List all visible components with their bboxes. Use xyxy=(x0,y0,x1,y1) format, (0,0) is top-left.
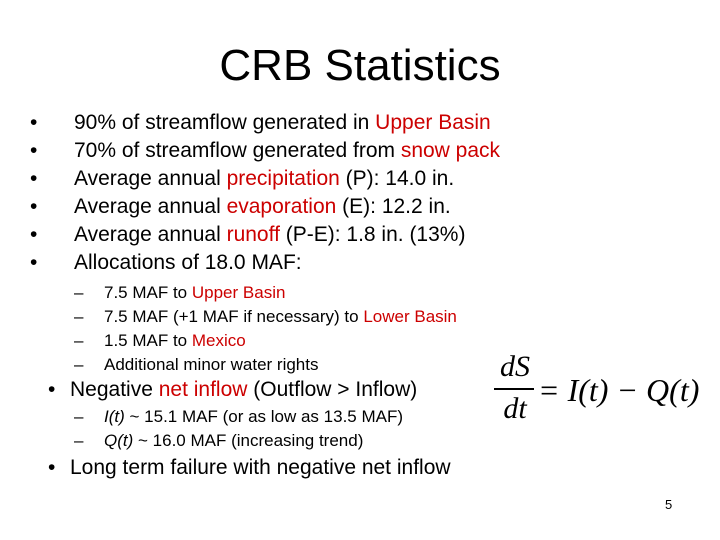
bullet-dot: • xyxy=(30,251,38,274)
bullet-text-highlight: precipitation xyxy=(226,167,340,190)
sub-bullet-plain: 7.5 MAF to xyxy=(104,283,192,302)
bullet-text: Long term failure with negative net inflow xyxy=(70,456,451,479)
sub-bullet-dash: – xyxy=(74,307,84,326)
sub-bullet-plain: ~ 15.1 MAF (or as low as 13.5 MAF) xyxy=(124,407,404,426)
sub-bullet-dash: – xyxy=(74,331,84,350)
bullet-text-highlight: evaporation xyxy=(226,195,337,218)
bullet-text-highlight: runoff xyxy=(226,223,280,246)
bullet-text xyxy=(74,222,465,248)
bullet-text xyxy=(74,194,451,220)
sub-bullet-highlight: Lower Basin xyxy=(363,307,457,326)
sub-bullet-dash: – xyxy=(74,283,84,302)
bullet-text-highlight: snow pack xyxy=(400,139,501,162)
equation-denominator: dt xyxy=(503,392,527,425)
bullet-text-plain: 90% of streamflow generated in xyxy=(74,111,376,134)
bullet-text xyxy=(70,377,417,403)
fraction-bar xyxy=(494,388,534,390)
sub-bullet-text xyxy=(104,430,363,452)
bullet-text-plain: Allocations of 18.0 MAF: xyxy=(74,251,302,274)
slide-title: CRB Statistics xyxy=(219,41,501,90)
sub-bullet-highlight: Mexico xyxy=(191,331,246,350)
sub-bullet-text xyxy=(104,406,403,428)
sub-bullet-dash: – xyxy=(74,407,84,426)
bullet-text xyxy=(74,110,491,136)
bullet-text-plain: Average annual xyxy=(74,223,227,246)
sub-bullet-plain: ~ 16.0 MAF (increasing trend) xyxy=(133,431,364,450)
bullet-dot: • xyxy=(48,378,56,401)
equation-rhs: = I(t) − Q(t) xyxy=(538,372,700,408)
bullet-dot: • xyxy=(30,139,38,162)
bullet-dot: • xyxy=(30,195,38,218)
bullet-text-plain: Average annual xyxy=(74,195,227,218)
sub-bullet-highlight: Upper Basin xyxy=(191,283,286,302)
bullet-text-plain: Average annual xyxy=(74,167,227,190)
bullet-text-plain: (Outflow > Inflow) xyxy=(247,378,418,401)
bullet-dot: • xyxy=(30,223,38,246)
bullet-dot: • xyxy=(48,456,56,479)
sub-bullet-dash: – xyxy=(74,355,84,374)
sub-bullet-plain: 7.5 MAF (+1 MAF if necessary) to xyxy=(104,307,364,326)
bullet-dot: • xyxy=(30,111,38,134)
bullet-text-highlight: net inflow xyxy=(158,378,248,401)
bullet-dot: • xyxy=(30,167,38,190)
bullet-text-highlight: Upper Basin xyxy=(375,111,491,134)
page-number: 5 xyxy=(665,497,673,512)
sub-bullet-text xyxy=(104,282,285,304)
bullet-text-plain: (E): 12.2 in. xyxy=(336,195,451,218)
sub-bullet-dash: – xyxy=(74,431,84,450)
bullet-text-plain: (P-E): 1.8 in. (13%) xyxy=(279,223,466,246)
storage-equation xyxy=(490,350,700,430)
bullet-text xyxy=(74,138,500,164)
bullet-text-plain: (P): 14.0 in. xyxy=(339,167,455,190)
bullet-text xyxy=(74,166,454,192)
sub-bullet-text xyxy=(104,306,457,328)
sub-bullet-text xyxy=(104,330,246,352)
bullet-text-plain: 70% of streamflow generated from xyxy=(74,139,401,162)
bullet-text-plain: Negative xyxy=(70,378,159,401)
bullet-text xyxy=(74,250,302,276)
equation-numerator: dS xyxy=(500,350,530,383)
sub-bullet-plain: Additional minor water rights xyxy=(104,355,319,374)
sub-bullet-plain: 1.5 MAF to xyxy=(104,331,192,350)
outflow-symbol: Q(t) xyxy=(104,431,134,450)
sub-bullet-text xyxy=(104,354,318,376)
inflow-symbol: I(t) xyxy=(104,407,125,426)
